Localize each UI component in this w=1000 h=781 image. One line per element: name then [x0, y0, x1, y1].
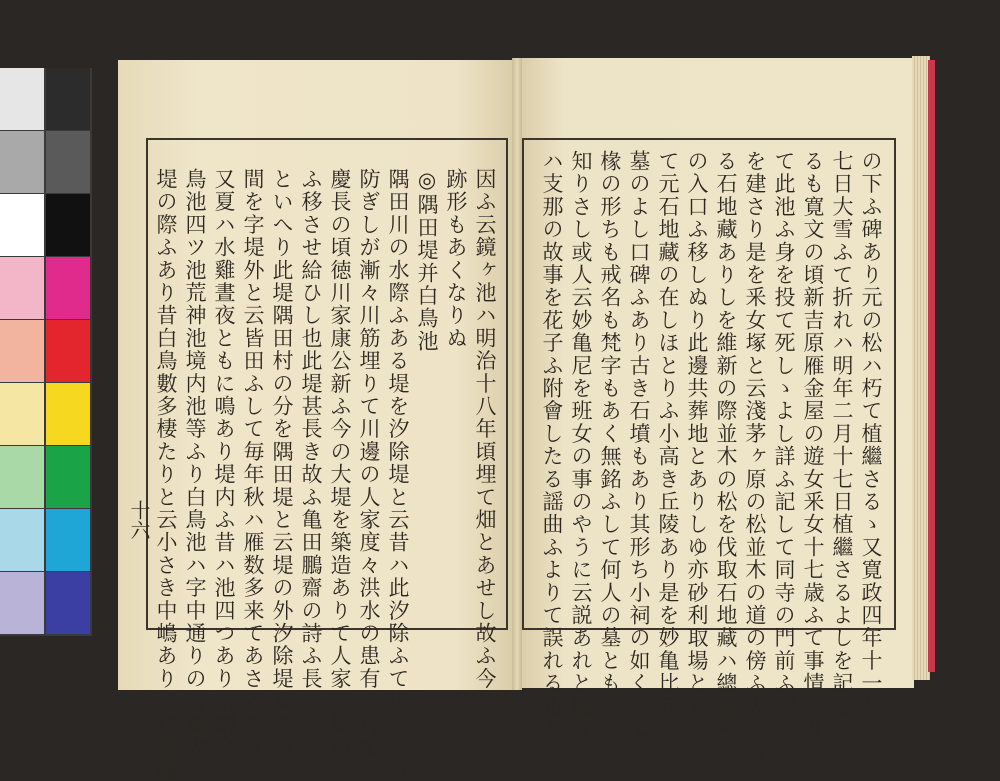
calibration-patch — [46, 131, 90, 193]
left-section-heading: ◎隅田堤并白鳥池 — [415, 168, 439, 353]
left-column-12: 堤の際ふあり昔白鳥數多棲たりと云小さき中嶋ありて白鳥嶋 — [154, 168, 178, 781]
right-column-6: る石地藏ありしを維新の際並木の松を伐取石地藏ハ總泉寺 — [714, 150, 738, 741]
calibration-patch — [46, 572, 90, 634]
left-column-7: ふ移させ給ひし也此堤甚長き故ふ亀田鵬齋の詩ふ長堤十里 — [299, 168, 323, 759]
calibration-patch — [46, 194, 90, 256]
right-column-9: 墓のよし口碑ふあり古き石墳もあり其形ち小祠の如くふて — [627, 150, 651, 741]
left-column-9: 間を字堤外と云皆田ふして毎年秋ハ雁数多来てあさるあり — [241, 168, 265, 759]
calibration-patch — [46, 320, 90, 382]
calibration-patch — [0, 509, 44, 571]
calibration-patch — [46, 257, 90, 319]
red-cover-edge — [928, 60, 935, 672]
calibration-patch — [0, 383, 44, 445]
calibration-patch — [0, 68, 44, 130]
right-column-5: を建さり是を釆女塚と云淺茅ヶ原の松並木の道の傍ふ大なる — [743, 150, 767, 763]
calibration-patch — [0, 257, 44, 319]
calibration-patch — [0, 572, 44, 634]
calibration-patch — [46, 383, 90, 445]
calibration-patch — [46, 446, 90, 508]
left-column-1: 因ふ云鏡ヶ池ハ明治十八年頃埋て畑とあせし故ふ今ハ — [473, 168, 497, 713]
right-column-12: ハ支那の故事を花子ふ附會したる謡曲ふよりて誤れる也と — [540, 150, 564, 741]
calibration-patch — [0, 320, 44, 382]
calibration-patch — [0, 131, 44, 193]
page-number: 十六 — [127, 500, 151, 540]
right-column-7: の入口ふ移しぬり此邊共葬地とありしゆ亦砂利取場とあき — [685, 150, 709, 741]
book-spine — [512, 58, 522, 690]
left-column-6: 慶長の頃徳川家康公新ふ今の大堤を築造ありて人家を堤内 — [328, 168, 352, 759]
color-calibration-strip — [0, 68, 92, 636]
left-column-4: 隅田川の水際ふある堤を汐除堤と云昔ハ此汐除ふて出水をも — [386, 168, 410, 781]
right-column-1: の下ふ碑あり元の松ハ朽て植繼さるゝ又寛政四年十一月十 — [859, 150, 883, 741]
right-column-11: 知りさし或人云妙亀尼を班女の事のやうに云説あれと班女 — [569, 150, 593, 741]
calibration-patch — [46, 509, 90, 571]
left-column-10: 又夏ハ水雞晝夜ともに鳴あり堤内ふ昔ハ池四つあり所謂白 — [212, 168, 236, 759]
left-column-2: 跡形もあくなりぬ — [444, 168, 468, 350]
calibration-patch — [0, 194, 44, 256]
left-column-11: 鳥池四ツ池荒神池境内池等ふり白鳥池ハ字中通りの南端大 — [183, 168, 207, 759]
left-column-8: といへり此堤隅田村の分を隅田堤と云堤の外汐除堤までの — [270, 168, 294, 759]
left-column-5: 防ぎしが漸々川筋埋りて川邊の人家度々洪水の患有ふ付て — [357, 168, 381, 759]
right-column-3: るも寛文の頃新吉原雁金屋の遊女釆女十七歳ふて事情あり — [801, 150, 825, 741]
right-column-2: 七日大雪ふて折れハ明年二月十七日植繼さるよしを記せ — [830, 150, 854, 718]
right-column-8: て元石地藏の在しほとりふ小高き丘陵あり是を妙亀比丘の — [656, 150, 680, 741]
calibration-patch — [0, 446, 44, 508]
right-column-4: て此池ふ身を投て死しゝよし詳ふ記して同寺の門前ふ碑 — [772, 150, 796, 718]
right-column-10: 椽の形ちも戒名も梵字もあく無銘ふして何人の墓とも — [598, 150, 622, 695]
calibration-patch — [46, 68, 90, 130]
